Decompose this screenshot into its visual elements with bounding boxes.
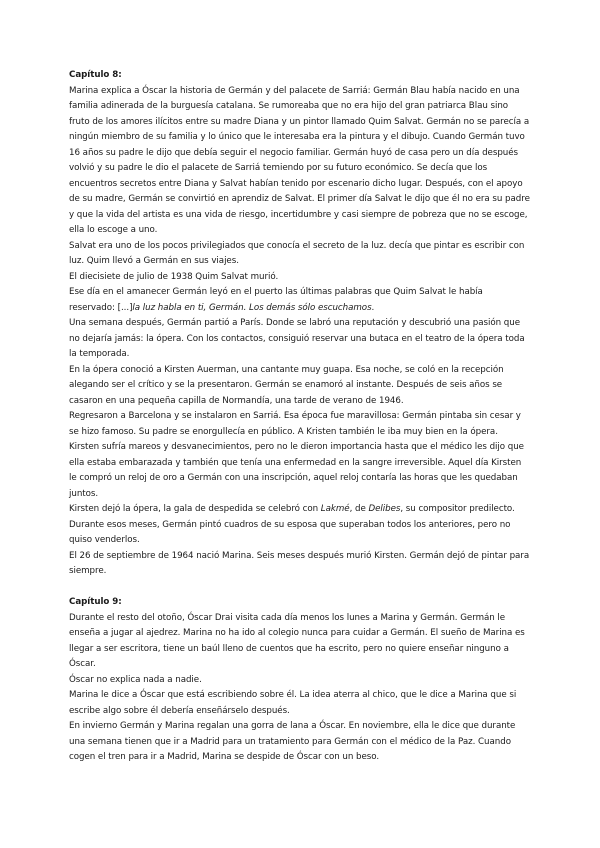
chapter-9-paragraph-3: Marina le dice a Óscar que está escribiendo sobre él. La idea aterra al chico, que le dice a Marina que si escribe algo sobre él debería enseñárselo después. [69, 690, 517, 716]
section-spacer [69, 580, 531, 596]
chapter-8-heading: Capítulo 8: [69, 70, 122, 80]
italic-composer: Delibes [368, 504, 401, 514]
chapter-8-paragraph-8: Kirsten sufría mareos y desvanecimientos, pero no le dieron importancia hasta que el médico les dijo que ella estaba embarazada y también que tenía una enfermedad en la sangre irreversible. Aquel día Kirsten le compró un reloj de oro a Germán con una inscripción, aquel reloj contaría las horas que les quedaban juntos. [69, 442, 524, 499]
italic-opera-title: Lakmé [320, 504, 350, 514]
chapter-8-paragraph-10: El 26 de septiembre de 1964 nació Marina. Seis meses después murió Kirsten. Germán dejó de pintar para siempre. [69, 550, 530, 576]
document-body [69, 68, 531, 766]
paragraph-text: . [371, 302, 375, 313]
chapter-9-paragraph-4: En invierno Germán y Marina regalan una gorra de lana a Óscar. En noviembre, ella le dice que durante una semana tienen que ir a Madrid para un tratamiento para Germán con el médico de la Paz. Cuando cogen el tren para ir a Madrid, Marina se despide de Óscar con un beso. [69, 721, 516, 762]
paragraph-text: Ese día en el amanecer Germán leyó en el puerto las últimas palabras que Quim Salvat le había reservado: [...] [69, 287, 483, 313]
chapter-9-heading: Capítulo 9: [69, 597, 122, 607]
chapter-9-paragraph-1: Durante el resto del otoño, Óscar Drai visita cada día menos los lunes a Marina y Germán. Germán le enseña a jugar al ajedrez. Marina no ha ido al colegio nunca para cuidar a Germán. El sueño de Marina es llegar a ser escritora, tiene un baúl lleno de cuentos que ha escrito, pero no quiere enseñar ninguno a Óscar. [69, 612, 525, 669]
chapter-8-paragraph-7: Regresaron a Barcelona y se instalaron en Sarriá. Esa época fue maravillosa: Germán pintaba sin cesar y se hizo famoso. Su padre se enorgullecía en público. A Kristen también le iba muy bien en la ópera. [69, 411, 521, 437]
paragraph-text: , de [349, 504, 369, 514]
chapter-8-paragraph-9 [69, 502, 531, 549]
paragraph-text: , su compositor predilecto. Durante esos meses, Germán pintó cuadros de su esposa que superaban todos los anteriores, pero no quiso venderlos. [69, 504, 515, 545]
chapter-8-paragraph-3: El diecisiete de julio de 1938 Quim Salvat murió. [69, 271, 279, 282]
italic-quote: la luz habla en ti, Germán. Los demás sólo escuchamos [132, 302, 372, 313]
chapter-9-paragraph-2: Óscar no explica nada a nadie. [69, 674, 202, 685]
chapter-8-paragraph-4 [69, 285, 531, 316]
chapter-8-paragraph-2: Salvat era uno de los pocos privilegiados que conocía el secreto de la luz. decía que pintar es escribir con luz. Quim llevó a Germán en sus viajes. [69, 240, 525, 266]
chapter-8-paragraph-5: Una semana después, Germán partió a París. Donde se labró una reputación y descubrió una pasión que no dejaría jamás: la ópera. Con los contactos, consiguió reservar una butaca en el teatro de la ópera toda la temporada. [69, 318, 525, 359]
chapter-8-paragraph-6: En la ópera conoció a Kirsten Auerman, una cantante muy guapa. Esa noche, se coló en la recepción alegando ser el crítico y se la presentaron. Germán se enamoró al instante. Después de seis años se casaron en una pequeña capilla de Normandía, una tarde de verano de 1946. [69, 364, 504, 406]
paragraph-text: Kirsten dejó la ópera, la gala de despedida se celebró con [69, 504, 321, 514]
chapter-8-paragraph-1: Marina explica a Óscar la historia de Germán y del palacete de Sarriá: Germán Blau había nacido en una familia adinerada de la burguesía catalana. Se rumoreaba que no era hijo del gran patriarca Blau sino fruto de los amores ilícitos entre su madre Diana y un pintor llamado Quim Salvat. Germán no se parecía a ningún miembro de su familia y lo único que le interesaba era la pintura y el dibujo. Cuando Germán tuvo 16 años su padre le dijo que debía seguir el negocio familiar. Germán huyó de casa pero un día después volvió y su padre le dio el palacete de Sarriá temiendo por su futuro económico. Se decía que los encuentros secretos entre Diana y Salvat habían tenido por escenario dicho lugar. Después, con el apoyo de su madre, Germán se convirtió en aprendiz de Salvat. El primer día Salvat le dijo que él no era su padre y que la vida del artista es una vida de riesgo, incertidumbre y casi siempre de pobreza que no se escoge, ella lo escoge a uno. [69, 85, 530, 235]
